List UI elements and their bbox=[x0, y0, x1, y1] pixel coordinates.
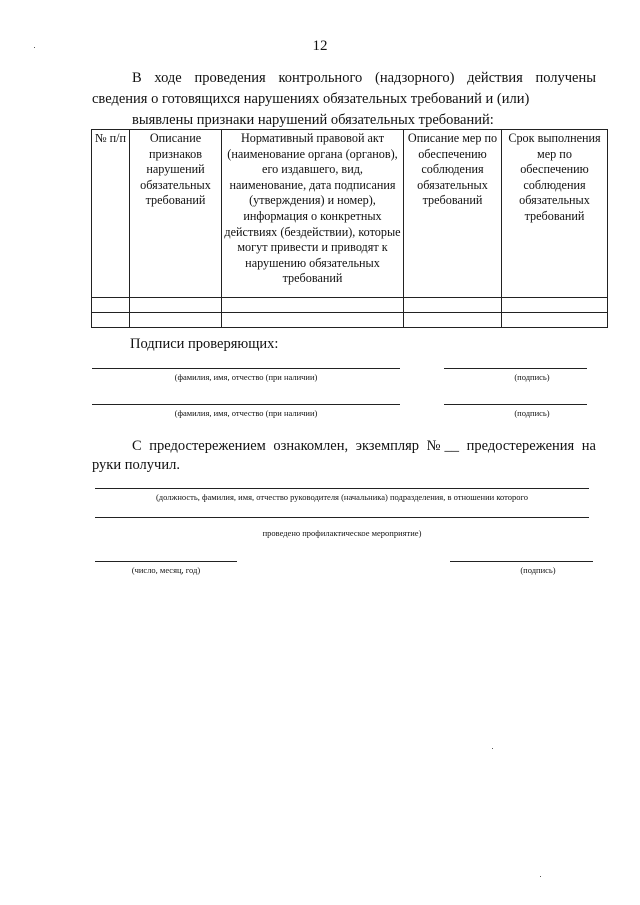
inspector-1-signature-caption: (подпись) bbox=[514, 372, 550, 382]
table-cell[interactable] bbox=[404, 313, 502, 328]
table-cell[interactable] bbox=[130, 313, 222, 328]
inspector-1-name-caption: (фамилия, имя, отчество (при наличии) bbox=[174, 372, 318, 382]
acknowledgement-paragraph: С предостережением ознакомлен, экземпляр №__ предостережения на руки получил. bbox=[92, 438, 596, 473]
table-row bbox=[92, 313, 608, 328]
recipient-position-caption-2: проведено профилактическое мероприятие) bbox=[262, 528, 422, 538]
findings-table bbox=[91, 129, 608, 328]
table-cell[interactable] bbox=[222, 313, 404, 328]
table-header-row bbox=[92, 130, 608, 298]
header-number: № п/п bbox=[92, 130, 130, 298]
recipient-position-line-2[interactable] bbox=[95, 517, 589, 518]
scan-speck bbox=[540, 876, 541, 877]
scan-speck bbox=[34, 47, 35, 48]
inspector-1-name-line[interactable] bbox=[92, 368, 400, 369]
table-cell[interactable] bbox=[502, 313, 608, 328]
inspector-2-signature-line[interactable] bbox=[444, 404, 587, 405]
table-cell[interactable] bbox=[404, 298, 502, 313]
header-legal-act: Нормативный правовой акт (наименование органа (органов), его издавшего, вид, наименование, дата подписания (утверждения) и номер), информация о конкретных действиях (бездействии), которые могут привести и приводят к нарушению обязательных требований bbox=[222, 130, 404, 298]
header-measures-description: Описание мер по обеспечению соблюдения обязательных требований bbox=[404, 130, 502, 298]
signatures-title: Подписи проверяющих: bbox=[130, 336, 279, 352]
page-number: 12 bbox=[312, 38, 328, 54]
recipient-signature-line[interactable] bbox=[450, 561, 593, 562]
inspector-2-name-caption: (фамилия, имя, отчество (при наличии) bbox=[174, 408, 318, 418]
scan-speck bbox=[492, 748, 493, 749]
inspector-2-name-line[interactable] bbox=[92, 404, 400, 405]
inspector-2-signature-caption: (подпись) bbox=[514, 408, 550, 418]
intro-text: В ходе проведения контрольного (надзорного) действия получены сведения о готовящихся нарушениях обязательных требований и (или) bbox=[92, 70, 596, 107]
recipient-position-caption: (должность, фамилия, имя, отчество руководителя (начальника) подразделения, в отношении которого bbox=[155, 492, 529, 502]
intro-last-line: выявлены признаки нарушений обязательных требований: bbox=[132, 112, 494, 128]
recipient-position-line[interactable] bbox=[95, 488, 589, 489]
inspector-1-signature-line[interactable] bbox=[444, 368, 587, 369]
table-cell[interactable] bbox=[92, 298, 130, 313]
header-violation-description: Описание признаков нарушений обязательных требований bbox=[130, 130, 222, 298]
table-row bbox=[92, 298, 608, 313]
date-caption: (число, месяц, год) bbox=[131, 565, 201, 575]
intro-paragraph bbox=[92, 68, 596, 131]
header-deadline: Срок выполнения мер по обеспечению соблюдения обязательных требований bbox=[502, 130, 608, 298]
table-cell[interactable] bbox=[222, 298, 404, 313]
table-cell[interactable] bbox=[92, 313, 130, 328]
recipient-signature-caption: (подпись) bbox=[520, 565, 556, 575]
table-cell[interactable] bbox=[130, 298, 222, 313]
date-line[interactable] bbox=[95, 561, 237, 562]
table-cell[interactable] bbox=[502, 298, 608, 313]
